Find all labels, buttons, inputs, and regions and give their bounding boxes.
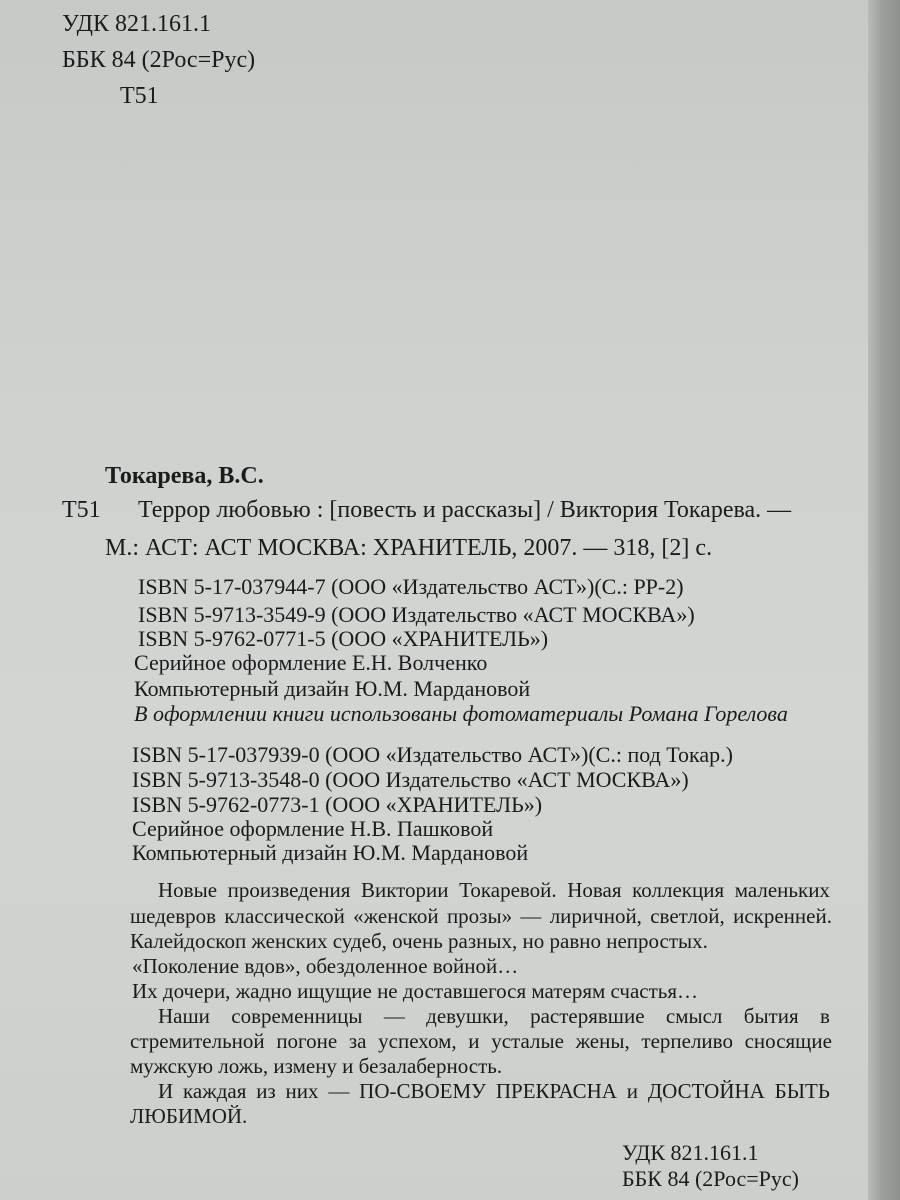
annotation-line-6: Наши современницы — девушки, растерявшие смысл бытия в: [158, 1004, 830, 1028]
annotation-line-4: «Поколение вдов», обездоленное войной…: [132, 954, 519, 978]
annotation-line-3: Калейдоскоп женских судеб, очень разных, но равно непростых.: [130, 929, 708, 953]
page-edge: [868, 0, 900, 1200]
bbk-bottom: ББК 84 (2Рос=Рус): [622, 1166, 799, 1191]
isbn-line: ISBN 5-17-037939-0 (ООО «Издательство АСТ»)(С.: под Токар.): [132, 742, 734, 767]
annotation-line-5: Их дочери, жадно ищущие не доставшегося матерям счастья…: [132, 979, 699, 1003]
isbn-line: ISBN 5-17-037944-7 (ООО «Издательство АСТ»)(С.: РР-2): [138, 574, 684, 599]
isbn-line: ISBN 5-9762-0771-5 (ООО «ХРАНИТЕЛЬ»): [138, 626, 549, 651]
isbn-line: ISBN 5-9713-3549-9 (ООО Издательство «АСТ МОСКВА»): [138, 602, 695, 627]
photo-credit: В оформлении книги использованы фотоматериалы Романа Горелова: [134, 701, 788, 726]
annotation-line-10: ЛЮБИМОЙ.: [130, 1104, 248, 1128]
annotation-line-1: Новые произведения Виктории Токаревой. Новая коллекция маленьких: [158, 878, 830, 902]
annotation-line-8: мужскую ложь, измену и безалаберность.: [130, 1054, 503, 1078]
computer-design-line: Компьютерный дизайн Ю.М. Мардановой: [134, 676, 531, 701]
imprint-line: М.: АСТ: АСТ МОСКВА: ХРАНИТЕЛЬ, 2007. — 318, [2] с.: [105, 535, 713, 561]
author-mark-top: Т51: [120, 83, 159, 109]
udk-bottom: УДК 821.161.1: [622, 1140, 759, 1165]
annotation-line-2: шедевров классической «женской прозы» — лиричной, светлой, искренней.: [130, 904, 832, 928]
isbn-line: ISBN 5-9762-0773-1 (ООО «ХРАНИТЕЛЬ»): [132, 792, 543, 817]
author-heading: Токарева, В.С.: [105, 463, 264, 489]
annotation-line-9: И каждая из них — ПО-СВОЕМУ ПРЕКРАСНА и ДОСТОЙНА БЫТЬ: [158, 1079, 830, 1103]
title-line: Террор любовью : [повесть и рассказы] / Виктория Токарева. —: [138, 497, 792, 523]
annotation-line-7: стремительной погоне за успехом, и усталые жены, терпеливо сносящие: [130, 1029, 832, 1053]
udk-top: УДК 821.161.1: [62, 11, 211, 37]
bbk-top: ББК 84 (2Рос=Рус): [62, 47, 256, 73]
series-design-line: Серийное оформление Н.В. Пашковой: [132, 816, 494, 841]
series-design-line: Серийное оформление Е.Н. Волченко: [134, 650, 488, 675]
isbn-line: ISBN 5-9713-3548-0 (ООО Издательство «АСТ МОСКВА»): [132, 767, 689, 792]
author-mark: Т51: [62, 497, 101, 523]
computer-design-line: Компьютерный дизайн Ю.М. Мардановой: [132, 840, 529, 865]
